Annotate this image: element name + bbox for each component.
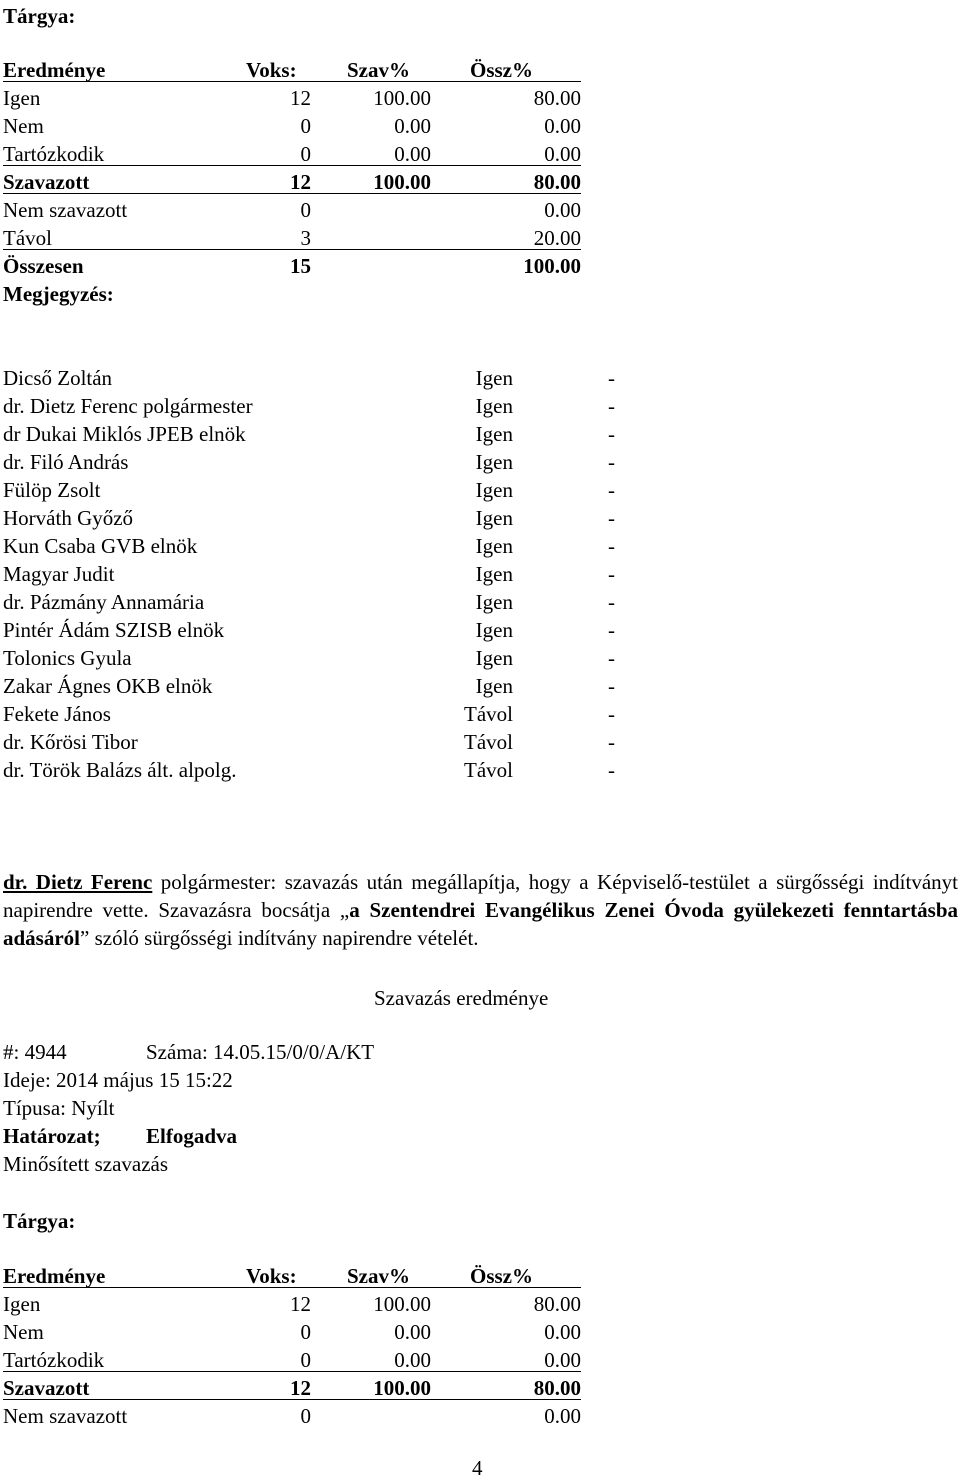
- row-underline: [3, 249, 581, 250]
- voter-name: Zakar Ágnes OKB elnök: [3, 674, 213, 698]
- decision-line: [3, 1122, 403, 1150]
- voter-name: dr. Pázmány Annamária: [3, 590, 205, 614]
- paragraph-text: polgármester: szavazás után megállapítja, hogy a Képviselő-testület a sürgősségi indítványt napirendre vette. Szavazásra bocsátja „: [3, 870, 958, 922]
- voter-mark: -: [608, 674, 615, 698]
- voter-mark: -: [608, 534, 615, 558]
- voter-row: [3, 532, 623, 560]
- voter-name: Dicső Zoltán: [3, 366, 113, 390]
- voter-name: Horváth Győző: [3, 506, 134, 530]
- voter-row: [3, 392, 623, 420]
- voter-mark: -: [608, 422, 615, 446]
- vote-result-heading: Szavazás eredménye: [374, 986, 549, 1010]
- subject-label: Tárgya:: [3, 4, 76, 28]
- header-underline: [3, 1287, 581, 1288]
- voter-vote: Távol: [464, 730, 513, 754]
- vote-type: Típusa: Nyílt: [3, 1096, 115, 1120]
- voter-vote: Igen: [475, 366, 513, 390]
- table-row: Nem 0 0.00 0.00: [3, 114, 581, 138]
- row-underline: [3, 1371, 581, 1372]
- qualified-vote: Minősített szavazás: [3, 1152, 169, 1176]
- vote-id-line: [3, 1038, 603, 1066]
- table-row-total: Összesen 15 100.00: [3, 254, 581, 278]
- speaker-name: dr. Dietz Ferenc: [3, 870, 153, 894]
- table-row: Igen 12 100.00 80.00: [3, 86, 581, 110]
- voter-mark: -: [608, 394, 615, 418]
- voter-row: [3, 616, 623, 644]
- voter-mark: -: [608, 730, 615, 754]
- voter-name: Fekete János: [3, 702, 111, 726]
- voter-row: [3, 700, 623, 728]
- table-row: Nem 0 0.00 0.00: [3, 1320, 581, 1344]
- voter-vote: Igen: [475, 422, 513, 446]
- speaker-paragraph: [3, 868, 958, 952]
- voter-row: [3, 588, 623, 616]
- table-row: Tartózkodik 0 0.00 0.00: [3, 1348, 581, 1372]
- header-underline: [3, 81, 581, 82]
- table-row: Igen 12 100.00 80.00: [3, 1292, 581, 1316]
- voter-row: [3, 504, 623, 532]
- voter-name: dr. Kőrösi Tibor: [3, 730, 138, 754]
- results-header-2: Eredménye Voks: Szav% Össz%: [3, 1264, 533, 1288]
- table-row: Távol 3 20.00: [3, 226, 581, 250]
- header-vote-pct: Szav%: [347, 58, 410, 82]
- voter-row: [3, 560, 623, 588]
- table-row: Nem szavazott 0 0.00: [3, 198, 581, 222]
- proposal-title: a Szentendrei Evangélikus Zenei Óvoda gyülekezeti fenntartásba adásáról: [3, 898, 958, 950]
- vote-id: #: 4944: [3, 1040, 67, 1064]
- voter-vote: Távol: [464, 702, 513, 726]
- voter-mark: -: [608, 366, 615, 390]
- voter-row: [3, 364, 623, 392]
- table-row-voted: Szavazott 12 100.00 80.00: [3, 1376, 581, 1400]
- voter-vote: Igen: [475, 618, 513, 642]
- voter-vote: Igen: [475, 478, 513, 502]
- voter-name: Kun Csaba GVB elnök: [3, 534, 198, 558]
- table-row: Tartózkodik 0 0.00 0.00: [3, 142, 581, 166]
- voter-name: Fülöp Zsolt: [3, 478, 101, 502]
- voter-vote: Igen: [475, 450, 513, 474]
- header-result: Eredménye: [3, 58, 106, 82]
- voter-mark: -: [608, 618, 615, 642]
- header-votes: Voks:: [246, 58, 297, 82]
- note-label: Megjegyzés:: [3, 282, 114, 306]
- voter-name: dr. Filó András: [3, 450, 129, 474]
- voter-vote: Igen: [475, 506, 513, 530]
- subject-label-2: Tárgya:: [3, 1209, 76, 1233]
- table-row-voted: Szavazott 12 100.00 80.00: [3, 170, 581, 194]
- voter-row: [3, 728, 623, 756]
- row-underline: [3, 165, 581, 166]
- voter-vote: Igen: [475, 534, 513, 558]
- paragraph-text-end: ” szóló sürgősségi indítvány napirendre vételét.: [80, 926, 479, 950]
- voter-row: [3, 672, 623, 700]
- voter-name: Magyar Judit: [3, 562, 115, 586]
- voter-name: dr. Török Balázs ált. alpolg.: [3, 758, 237, 782]
- voter-vote: Igen: [475, 394, 513, 418]
- voter-name: Tolonics Gyula: [3, 646, 132, 670]
- row-underline: [3, 193, 581, 194]
- voter-vote: Igen: [475, 646, 513, 670]
- voter-mark: -: [608, 702, 615, 726]
- voter-vote: Távol: [464, 758, 513, 782]
- voter-mark: -: [608, 646, 615, 670]
- voter-name: dr. Dietz Ferenc polgármester: [3, 394, 253, 418]
- vote-time: Ideje: 2014 május 15 15:22: [3, 1068, 233, 1092]
- voter-row: [3, 420, 623, 448]
- voter-row: [3, 476, 623, 504]
- voter-row: [3, 756, 623, 784]
- voter-mark: -: [608, 562, 615, 586]
- voter-name: Pintér Ádám SZISB elnök: [3, 618, 225, 642]
- voter-mark: -: [608, 478, 615, 502]
- row-underline: [3, 1399, 581, 1400]
- voter-name: dr Dukai Miklós JPEB elnök: [3, 422, 246, 446]
- decision-value: Elfogadva: [146, 1124, 238, 1148]
- voter-mark: -: [608, 450, 615, 474]
- voter-mark: -: [608, 758, 615, 782]
- header-total-pct: Össz%: [470, 58, 533, 82]
- vote-number: Száma: 14.05.15/0/0/A/KT: [146, 1040, 375, 1064]
- page-number: 4: [472, 1456, 483, 1480]
- decision-label: Határozat;: [3, 1124, 101, 1148]
- voter-vote: Igen: [475, 562, 513, 586]
- voter-row: [3, 644, 623, 672]
- voter-vote: Igen: [475, 590, 513, 614]
- voter-row: [3, 448, 623, 476]
- voter-vote: Igen: [475, 674, 513, 698]
- voter-mark: -: [608, 590, 615, 614]
- table-row: Nem szavazott 0 0.00: [3, 1404, 581, 1428]
- voter-mark: -: [608, 506, 615, 530]
- results-header: [3, 56, 581, 84]
